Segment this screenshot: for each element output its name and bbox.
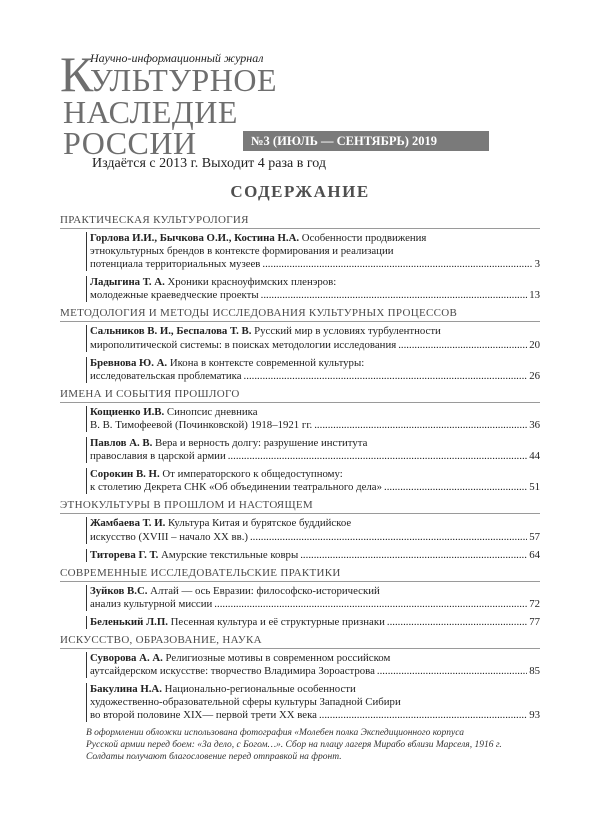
entry-title-text: От императорского к общедоступному:: [162, 468, 343, 481]
entry-title-text: Синопсис дневника: [166, 405, 258, 418]
page-number: 93: [529, 709, 540, 722]
entry-title-text: молодежные краеведческие проекты: [90, 289, 259, 302]
entry-author: Сорокин В. Н.: [90, 468, 160, 481]
entry-title-text: Культура Китая и бурятское буддийское: [168, 517, 352, 530]
entry-author: Горлова И.И., Бычкова О.И., Костина Н.А.: [90, 232, 300, 244]
section-heading: СОВРЕМЕННЫЕ ИССЛЕДОВАТЕЛЬСКИЕ ПРАКТИКИ: [60, 567, 540, 582]
publication-info: Издаётся с 2013 г. Выходит 4 раза в год: [92, 156, 326, 171]
toc-entry[interactable]: [86, 232, 540, 271]
entry-last-line: [90, 419, 540, 432]
toc-entry[interactable]: [86, 683, 540, 722]
entry-title-text: [90, 616, 385, 629]
toc-title: СОДЕРЖАНИЕ: [230, 182, 370, 201]
toc-section: [60, 567, 540, 629]
entry-title-text: к столетию Декрета СНК «Об объединении театрального дела»: [90, 481, 382, 494]
entry-author: Сальников В. И., Беспалова Т. В.: [90, 325, 252, 338]
entry-title-text: Хроники красноуфимских пленэров:: [167, 276, 337, 289]
entry-title-line: [90, 683, 540, 696]
toc-entry[interactable]: [86, 325, 540, 351]
entry-author: Ладыгина Т. А.: [90, 276, 165, 289]
section-heading: ИСКУССТВО, ОБРАЗОВАНИЕ, НАУКА: [60, 634, 540, 649]
cover-note-line: Русской армии перед боем: «За дело, с Богом…». Сбор на плацу лагеря Мирабо вблизи Марселя, 1916 г.: [86, 740, 502, 751]
entry-title-line: этнокультурных брендов в контексте формирования и реализации: [90, 245, 394, 258]
entry-last-line: [90, 339, 540, 352]
page-number: 57: [529, 530, 540, 543]
leader-dots: [262, 258, 532, 271]
page-number: 36: [529, 418, 540, 431]
leader-dots: [244, 370, 528, 383]
leader-dots: [387, 616, 527, 629]
issue-banner: №3 (ИЮЛЬ — СЕНТЯБРЬ) 2019: [243, 131, 489, 151]
entry-last-line: [90, 370, 540, 383]
entry-last-line: [90, 481, 540, 494]
toc-entry[interactable]: [86, 437, 540, 463]
leader-dots: [300, 549, 527, 562]
toc-entry[interactable]: [86, 652, 540, 678]
toc-entry[interactable]: [86, 549, 540, 562]
entry-last-line: [90, 598, 540, 611]
entry-title-line: [90, 276, 540, 289]
entry-author: Зуйков В.С.: [90, 584, 148, 597]
title-initial: К: [60, 46, 93, 102]
page-number: 3: [534, 258, 540, 271]
title-line-3: РОССИИ: [63, 125, 197, 161]
leader-dots: [377, 665, 527, 678]
entry-author: Суворова А. А.: [90, 651, 163, 664]
page-number: 44: [529, 450, 540, 463]
entry-title-text: В. В. Тимофеевой (Починковской) 1918–1921 гг.: [90, 418, 313, 431]
toc-entry[interactable]: [86, 468, 540, 494]
table-of-contents: [60, 210, 540, 763]
entry-title-line: [90, 652, 540, 665]
toc-entry[interactable]: [86, 357, 540, 383]
cover-note-line: В оформлении обложки использована фотография «Молебен полка Экспедиционного корпуса: [86, 728, 464, 739]
section-heading: ПРАКТИЧЕСКАЯ КУЛЬТУРОЛОГИЯ: [60, 214, 540, 229]
entry-title-text: Особенности продвижения: [301, 232, 427, 244]
journal-subtitle: Научно-информационный журнал: [90, 51, 264, 65]
page-number: 20: [529, 338, 540, 351]
toc-entry[interactable]: [86, 616, 540, 629]
leader-dots: [261, 289, 528, 302]
entry-title-line: [90, 468, 540, 481]
entry-title-text: Русский мир в условиях турбулентности: [254, 325, 441, 338]
entry-last-line: [90, 616, 540, 629]
page-number: 85: [529, 665, 540, 678]
entry-author: Кощиенко И.В.: [90, 405, 165, 418]
section-heading: МЕТОДОЛОГИЯ И МЕТОДЫ ИССЛЕДОВАНИЯ КУЛЬТУРНЫХ ПРОЦЕССОВ: [60, 307, 540, 322]
page-number: 13: [529, 289, 540, 302]
toc-entry[interactable]: [86, 276, 540, 302]
entry-title-text: Песенная культура и её структурные признаки: [170, 615, 385, 628]
toc-section: [60, 499, 540, 561]
entry-title-line: [90, 357, 540, 370]
entry-last-line: [90, 258, 540, 271]
entry-author: Титорева Г. Т.: [90, 548, 159, 561]
entry-title-text: Амурские текстильные ковры: [161, 548, 299, 561]
entry-title-line: [90, 232, 540, 245]
title-line-2: НАСЛЕДИЕ: [63, 94, 238, 130]
title-line-1: УЛЬТУРНОЕ: [90, 62, 277, 98]
entry-last-line: [90, 450, 540, 463]
entry-title-text: исследовательская проблематика: [90, 369, 242, 382]
toc-entry[interactable]: [86, 585, 540, 611]
toc-entry[interactable]: [86, 406, 540, 432]
page-number: 72: [529, 597, 540, 610]
toc-entry[interactable]: [86, 517, 540, 543]
entry-last-line: [90, 549, 540, 562]
cover-note-line: Солдаты получают благословение перед отправкой на фронт.: [86, 752, 342, 763]
entry-title-text: во второй половине XIX— первой трети XX века: [90, 709, 317, 722]
page-number: 26: [529, 369, 540, 382]
entry-title-line: [90, 406, 540, 419]
section-heading: ЭТНОКУЛЬТУРЫ В ПРОШЛОМ И НАСТОЯЩЕМ: [60, 499, 540, 514]
entry-last-line: [90, 531, 540, 544]
entry-author: Бакулина Н.А.: [90, 683, 162, 696]
entry-title-text: Икона в контексте современной культуры:: [169, 356, 365, 369]
leader-dots: [250, 531, 527, 544]
entry-last-line: [90, 289, 540, 302]
page-number: 77: [529, 615, 540, 628]
entry-title-text: Алтай — ось Евразии: философско-исторический: [150, 584, 380, 597]
entry-last-line: [90, 665, 540, 678]
entry-author: Бревнова Ю. А.: [90, 356, 168, 369]
entry-title-text: [90, 549, 298, 562]
entry-title-text: Вера и верность долгу: разрушение института: [155, 437, 368, 450]
toc-section: [60, 634, 540, 722]
entry-title-text: искусство (XVIII – начало XX вв.): [90, 530, 248, 543]
entry-author: Павлов А. В.: [90, 437, 153, 450]
leader-dots: [384, 481, 527, 494]
entry-title-line: [90, 585, 540, 598]
entry-author: Жамбаева Т. И.: [90, 517, 166, 530]
cover-note: [86, 727, 540, 763]
entry-last-line: [90, 709, 540, 722]
leader-dots: [228, 450, 527, 463]
leader-dots: [214, 598, 527, 611]
entry-title-text: Национально-региональные особенности: [164, 683, 356, 696]
page-number: 64: [529, 548, 540, 561]
entry-title-text: потенциала территориальных музеев: [90, 258, 261, 271]
leader-dots: [398, 339, 527, 352]
entry-title-text: Религиозные мотивы в современном российском: [165, 651, 391, 664]
leader-dots: [319, 709, 527, 722]
entry-title-line: [90, 437, 540, 450]
section-heading: ИМЕНА И СОБЫТИЯ ПРОШЛОГО: [60, 388, 540, 403]
page-number: 51: [529, 481, 540, 494]
entry-title-line: [90, 517, 540, 530]
entry-title-line: [90, 325, 540, 338]
toc-section: [60, 307, 540, 382]
entry-author: Беленький Л.П.: [90, 615, 168, 628]
entry-title-text: мирополитической системы: в поисках методологии исследования: [90, 338, 397, 351]
toc-section: [60, 214, 540, 302]
entry-title-line: художественно-образовательной сферы культуры Западной Сибири: [90, 696, 401, 709]
leader-dots: [314, 419, 527, 432]
toc-section: [60, 388, 540, 495]
entry-title-text: православия в царской армии: [90, 450, 226, 463]
entry-title-text: анализ культурной миссии: [90, 597, 213, 610]
entry-title-text: аутсайдерском искусстве: творчество Владимира Зороастрова: [90, 665, 375, 678]
